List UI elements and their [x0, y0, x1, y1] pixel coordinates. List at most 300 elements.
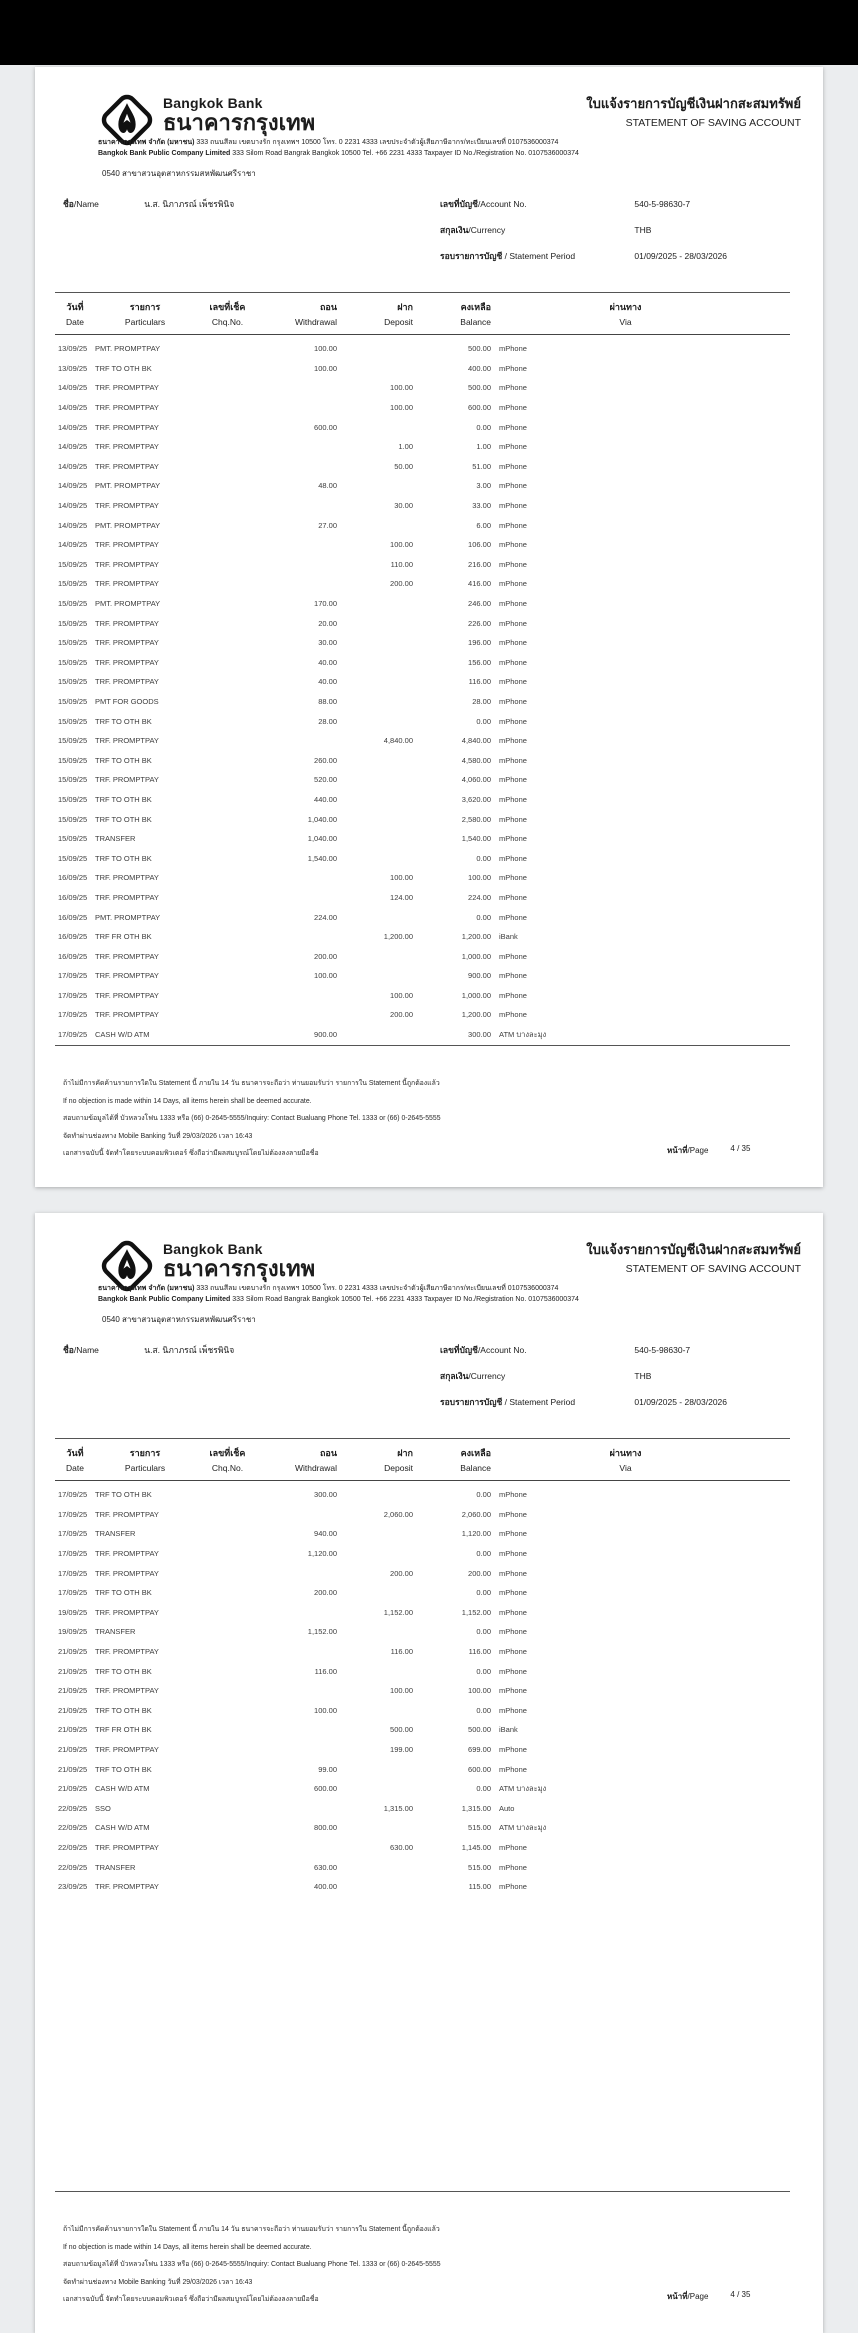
cell-withdrawal: 1,040.00 [307, 814, 337, 824]
cell-via: mPhone [499, 344, 527, 354]
table-top-rule [55, 1438, 790, 1439]
account-no-label: เลขที่บัญชี/Account No. [440, 1345, 527, 1355]
cell-deposit: 110.00 [390, 559, 413, 569]
cell-deposit: 199.00 [390, 1745, 413, 1755]
cell-balance: 28.00 [472, 696, 491, 706]
table-row [55, 1603, 790, 1623]
cell-date: 15/09/25 [58, 716, 88, 726]
statement-title [586, 93, 801, 129]
statement-title-th: ใบแจ้งรายการบัญชีเงินฝากสะสมทรัพย์ [586, 96, 801, 111]
cell-via: mPhone [499, 1764, 527, 1774]
cell-particulars: TRF TO OTH BK [95, 716, 152, 726]
cell-withdrawal: 600.00 [314, 1784, 337, 1794]
cell-via: mPhone [499, 1647, 527, 1657]
cell-withdrawal: 1,540.00 [307, 853, 337, 863]
footer-computer-note: เอกสารฉบับนี้ จัดทำโดยระบบคอมพิวเตอร์ ซึ่งถือว่ามีผลสมบูรณ์โดยไม่ต้องลงลายมือชื่อ [63, 2296, 319, 2304]
cell-particulars: TRF. PROMPTPAY [95, 501, 159, 511]
cell-via: mPhone [499, 1627, 527, 1637]
statement-page [35, 1213, 823, 2333]
table-row [55, 986, 790, 1006]
cell-particulars: TRF. PROMPTPAY [95, 873, 159, 883]
table-row [55, 653, 790, 673]
cell-withdrawal: 440.00 [314, 794, 337, 804]
footer-objection-en: If no objection is made within 14 Days, all items herein shall be deemed accurate. [63, 2243, 312, 2251]
cell-particulars: TRF. PROMPTPAY [95, 1607, 159, 1617]
cell-via: ATM บางละมุง [499, 1029, 547, 1039]
cell-balance: 3,620.00 [461, 794, 491, 804]
table-row [55, 1799, 790, 1819]
cell-via: mPhone [499, 442, 527, 452]
cell-deposit: 124.00 [390, 892, 413, 902]
cell-balance: 246.00 [468, 599, 491, 609]
table-row [55, 711, 790, 731]
col-header-chqno-th: เลขที่เช็ค [209, 1448, 246, 1458]
bank-name-th: ธนาคารกรุงเทพ [163, 1256, 316, 1281]
cell-particulars: TRF. PROMPTPAY [95, 990, 159, 1000]
cell-via: mPhone [499, 1686, 527, 1696]
cell-particulars: TRF TO OTH BK [95, 1588, 152, 1598]
table-row [55, 574, 790, 594]
cell-balance: 33.00 [472, 501, 491, 511]
cell-via: mPhone [499, 1705, 527, 1715]
cell-particulars: TRF TO OTH BK [95, 853, 152, 863]
cell-deposit: 100.00 [390, 873, 413, 883]
cell-balance: 100.00 [468, 1686, 491, 1696]
table-row [55, 535, 790, 555]
cell-withdrawal: 940.00 [314, 1529, 337, 1539]
account-holder-name: น.ส. นิภาภรณ์ เพ็ชรพินิจ [144, 199, 235, 209]
cell-particulars: TRF TO OTH BK [95, 1764, 152, 1774]
cell-date: 14/09/25 [58, 540, 88, 550]
cell-particulars: TRANSFER [95, 834, 136, 844]
table-row [55, 1524, 790, 1544]
cell-deposit: 500.00 [390, 1725, 413, 1735]
table-row [55, 339, 790, 359]
cell-date: 21/09/25 [58, 1725, 88, 1735]
cell-via: mPhone [499, 618, 527, 628]
cell-balance: 2,580.00 [461, 814, 491, 824]
cell-via: mPhone [499, 1568, 527, 1578]
cell-deposit: 2,060.00 [383, 1509, 413, 1519]
cell-via: mPhone [499, 559, 527, 569]
cell-withdrawal: 170.00 [314, 599, 337, 609]
cell-balance: 4,060.00 [461, 775, 491, 785]
col-header-date-th: วันที่ [66, 1448, 84, 1458]
col-header-date-en: Date [66, 317, 84, 327]
cell-date: 15/09/25 [58, 736, 88, 746]
cell-via: mPhone [499, 794, 527, 804]
cell-date: 22/09/25 [58, 1803, 88, 1813]
cell-particulars: CASH W/D ATM [95, 1823, 150, 1833]
cell-balance: 1,120.00 [461, 1529, 491, 1539]
table-row [55, 672, 790, 692]
statement-period-label: รอบรายการบัญชี / Statement Period [440, 251, 576, 261]
table-row [55, 927, 790, 947]
table-header-rule [55, 334, 790, 335]
cell-withdrawal: 116.00 [314, 1666, 337, 1676]
cell-via: mPhone [499, 481, 527, 491]
currency-value: THB [634, 225, 652, 235]
cell-via: mPhone [499, 638, 527, 648]
table-row [55, 1857, 790, 1877]
cell-particulars: PMT. PROMPTPAY [95, 912, 161, 922]
page-number-value: 4 / 35 [730, 1144, 751, 1153]
cell-date: 14/09/25 [58, 422, 88, 432]
cell-date: 15/09/25 [58, 794, 88, 804]
cell-particulars: TRF. PROMPTPAY [95, 422, 159, 432]
cell-withdrawal: 600.00 [314, 422, 337, 432]
account-holder-row [63, 197, 234, 211]
cell-balance: 699.00 [468, 1745, 491, 1755]
cell-particulars: TRF. PROMPTPAY [95, 540, 159, 550]
cell-via: iBank [499, 932, 518, 942]
table-row [55, 437, 790, 457]
account-no-row [440, 197, 690, 211]
cell-balance: 515.00 [468, 1862, 491, 1872]
cell-withdrawal: 1,120.00 [307, 1549, 337, 1559]
table-row [55, 1681, 790, 1701]
cell-withdrawal: 48.00 [318, 481, 337, 491]
table-row [55, 770, 790, 790]
cell-balance: 0.00 [476, 1549, 491, 1559]
cell-date: 17/09/25 [58, 971, 88, 981]
cell-date: 15/09/25 [58, 696, 88, 706]
cell-balance: 600.00 [468, 403, 491, 413]
cell-withdrawal: 630.00 [314, 1862, 337, 1872]
col-header-via-th: ผ่านทาง [609, 1448, 642, 1458]
cell-date: 16/09/25 [58, 873, 88, 883]
statement-period-value: 01/09/2025 - 28/03/2026 [634, 251, 728, 261]
cell-date: 15/09/25 [58, 638, 88, 648]
col-header-particulars-en: Particulars [124, 1463, 166, 1473]
table-row [55, 1779, 790, 1799]
cell-via: mPhone [499, 1490, 527, 1500]
cell-via: mPhone [499, 1862, 527, 1872]
statement-period-label: รอบรายการบัญชี / Statement Period [440, 1397, 576, 1407]
bank-name [163, 1235, 315, 1281]
cell-particulars: TRF TO OTH BK [95, 363, 152, 373]
bank-address [98, 138, 579, 159]
statement-title-th: ใบแจ้งรายการบัญชีเงินฝากสะสมทรัพย์ [586, 1242, 801, 1257]
col-header-date-th: วันที่ [66, 302, 84, 312]
cell-via: mPhone [499, 990, 527, 1000]
statement-footer [63, 2221, 441, 2309]
transaction-rows [55, 1485, 790, 1896]
cell-balance: 0.00 [476, 1588, 491, 1598]
cell-withdrawal: 20.00 [318, 618, 337, 628]
col-header-particulars-en: Particulars [124, 317, 166, 327]
cell-via: mPhone [499, 403, 527, 413]
transaction-rows [55, 339, 790, 1044]
cell-balance: 0.00 [476, 716, 491, 726]
table-header-rule [55, 1480, 790, 1481]
cell-date: 14/09/25 [58, 501, 88, 511]
cell-balance: 200.00 [468, 1568, 491, 1578]
statement-title-en: STATEMENT OF SAVING ACCOUNT [625, 117, 801, 129]
cell-particulars: TRF. PROMPTPAY [95, 461, 159, 471]
footer-objection-th: ถ้าไม่มีการคัดค้านรายการใดใน Statement นี้ ภายใน 14 วัน ธนาคารจะถือว่า ท่านยอมรับว่า รายการใน Statement นี้ถูกต้องแล้ว [63, 1080, 440, 1087]
cell-via: mPhone [499, 501, 527, 511]
cell-date: 15/09/25 [58, 755, 88, 765]
cell-date: 23/09/25 [58, 1882, 88, 1892]
cell-date: 15/09/25 [58, 599, 88, 609]
cell-via: mPhone [499, 1882, 527, 1892]
cell-date: 15/09/25 [58, 657, 88, 667]
col-header-withdrawal-en: Withdrawal [294, 317, 337, 327]
cell-date: 13/09/25 [58, 344, 88, 354]
cell-date: 14/09/25 [58, 520, 88, 530]
cell-balance: 224.00 [468, 892, 491, 902]
cell-balance: 1.00 [476, 442, 491, 452]
cell-via: mPhone [499, 853, 527, 863]
cell-date: 21/09/25 [58, 1666, 88, 1676]
cell-via: mPhone [499, 520, 527, 530]
cell-balance: 156.00 [468, 657, 491, 667]
cell-date: 14/09/25 [58, 442, 88, 452]
cell-particulars: TRF. PROMPTPAY [95, 892, 159, 902]
table-row [55, 496, 790, 516]
cell-balance: 1,152.00 [461, 1607, 491, 1617]
cell-date: 16/09/25 [58, 892, 88, 902]
cell-balance: 416.00 [468, 579, 491, 589]
currency-label: สกุลเงิน/Currency [440, 1371, 506, 1381]
table-bottom-rule [55, 2191, 790, 2192]
cell-date: 16/09/25 [58, 951, 88, 961]
bank-name-th: ธนาคารกรุงเทพ [163, 110, 316, 135]
cell-deposit: 30.00 [394, 501, 413, 511]
account-no-value: 540-5-98630-7 [634, 1345, 691, 1355]
table-row [55, 1544, 790, 1564]
cell-balance: 1,000.00 [461, 951, 491, 961]
table-row [55, 966, 790, 986]
cell-withdrawal: 88.00 [318, 696, 337, 706]
cell-withdrawal: 100.00 [314, 344, 337, 354]
col-header-deposit-en: Deposit [384, 1463, 413, 1473]
table-row [55, 555, 790, 575]
cell-withdrawal: 300.00 [314, 1490, 337, 1500]
cell-date: 15/09/25 [58, 834, 88, 844]
statement-footer [63, 1075, 441, 1163]
cell-date: 15/09/25 [58, 775, 88, 785]
col-header-via-en: Via [619, 1463, 632, 1473]
footer-objection-th: ถ้าไม่มีการคัดค้านรายการใดใน Statement นี้ ภายใน 14 วัน ธนาคารจะถือว่า ท่านยอมรับว่า รายการใน Statement นี้ถูกต้องแล้ว [63, 2226, 440, 2233]
cell-balance: 500.00 [468, 344, 491, 354]
footer-channel: จัดทำผ่านช่องทาง Mobile Banking วันที่ 29/03/2026 เวลา 16:43 [63, 2278, 253, 2286]
cell-via: mPhone [499, 716, 527, 726]
cell-balance: 216.00 [468, 559, 491, 569]
cell-particulars: TRF TO OTH BK [95, 1705, 152, 1715]
table-row [55, 868, 790, 888]
cell-balance: 4,580.00 [461, 755, 491, 765]
cell-balance: 1,145.00 [461, 1842, 491, 1852]
table-header-thai [55, 300, 790, 314]
table-row [55, 1025, 790, 1045]
cell-particulars: CASH W/D ATM [95, 1030, 150, 1040]
table-row [55, 692, 790, 712]
cell-balance: 4,840.00 [461, 736, 491, 746]
cell-date: 22/09/25 [58, 1842, 88, 1852]
cell-date: 13/09/25 [58, 363, 88, 373]
table-row [55, 1583, 790, 1603]
cell-date: 15/09/25 [58, 559, 88, 569]
cell-via: mPhone [499, 892, 527, 902]
cell-particulars: TRF. PROMPTPAY [95, 1647, 159, 1657]
col-header-deposit-en: Deposit [384, 317, 413, 327]
table-header-english [55, 317, 790, 327]
cell-via: mPhone [499, 579, 527, 589]
statement-page [35, 67, 823, 1187]
currency-row [440, 1369, 651, 1383]
cell-date: 15/09/25 [58, 814, 88, 824]
cell-deposit: 1,200.00 [383, 932, 413, 942]
cell-via: mPhone [499, 696, 527, 706]
statement-title [586, 1239, 801, 1275]
cell-balance: 0.00 [476, 853, 491, 863]
cell-balance: 2,060.00 [461, 1509, 491, 1519]
cell-date: 15/09/25 [58, 618, 88, 628]
table-header-english [55, 1463, 790, 1473]
cell-particulars: TRANSFER [95, 1862, 136, 1872]
bank-address-th: ธนาคารกรุงเทพ จำกัด (มหาชน) 333 ถนนสีลม เขตบางรัก กรุงเทพฯ 10500 โทร. 0 2231 4333 เลขประจำตัวผู้เสียภาษีอากร/ทะเบียนเลขที่ 0107536000374 [98, 1285, 559, 1292]
cell-withdrawal: 1,040.00 [307, 834, 337, 844]
table-row [55, 378, 790, 398]
cell-balance: 106.00 [468, 540, 491, 550]
footer-objection-en: If no objection is made within 14 Days, all items herein shall be deemed accurate. [63, 1097, 312, 1105]
cell-particulars: TRF. PROMPTPAY [95, 1882, 159, 1892]
cell-particulars: TRF. PROMPTPAY [95, 1010, 159, 1020]
cell-particulars: TRF. PROMPTPAY [95, 736, 159, 746]
cell-balance: 0.00 [476, 1490, 491, 1500]
cell-date: 16/09/25 [58, 912, 88, 922]
cell-deposit: 4,840.00 [383, 736, 413, 746]
cell-balance: 196.00 [468, 638, 491, 648]
cell-date: 17/09/25 [58, 1509, 88, 1519]
cell-via: mPhone [499, 951, 527, 961]
table-row [55, 907, 790, 927]
cell-via: mPhone [499, 657, 527, 667]
cell-via: iBank [499, 1725, 518, 1735]
cell-particulars: TRF. PROMPTPAY [95, 1686, 159, 1696]
cell-balance: 6.00 [476, 520, 491, 530]
cell-particulars: TRF. PROMPTPAY [95, 1549, 159, 1559]
table-row [55, 1563, 790, 1583]
cell-particulars: CASH W/D ATM [95, 1784, 150, 1794]
statement-period-value: 01/09/2025 - 28/03/2026 [634, 1397, 728, 1407]
bank-address-en: Bangkok Bank Public Company Limited 333 Silom Road Bangrak Bangkok 10500 Tel. +66 2231 4333 Taxpayer ID No./Registration No. 0107536000374 [98, 149, 579, 157]
cell-date: 21/09/25 [58, 1686, 88, 1696]
col-header-particulars-th: รายการ [129, 1448, 161, 1458]
cell-particulars: TRF. PROMPTPAY [95, 1745, 159, 1755]
cell-date: 17/09/25 [58, 1030, 88, 1040]
cell-via: mPhone [499, 363, 527, 373]
bank-name [163, 89, 315, 135]
table-row [55, 1505, 790, 1525]
bank-address-en: Bangkok Bank Public Company Limited 333 Silom Road Bangrak Bangkok 10500 Tel. +66 2231 4333 Taxpayer ID No./Registration No. 0107536000374 [98, 1295, 579, 1303]
cell-balance: 500.00 [468, 383, 491, 393]
cell-withdrawal: 224.00 [314, 912, 337, 922]
cell-date: 21/09/25 [58, 1784, 88, 1794]
cell-date: 14/09/25 [58, 403, 88, 413]
cell-balance: 3.00 [476, 481, 491, 491]
table-row [55, 1622, 790, 1642]
cell-deposit: 200.00 [390, 1010, 413, 1020]
footer-inquiry: สอบถามข้อมูลได้ที่ บัวหลวงโฟน 1333 หรือ (66) 0-2645-5555/Inquiry: Contact Bualuang Phone Tel. 1333 or (66) 0-2645-5555 [63, 2261, 441, 2269]
cell-balance: 0.00 [476, 1705, 491, 1715]
cell-via: mPhone [499, 1529, 527, 1539]
cell-deposit: 200.00 [390, 579, 413, 589]
cell-withdrawal: 1,152.00 [307, 1627, 337, 1637]
currency-row [440, 223, 651, 237]
bank-name-en: Bangkok Bank [163, 1241, 263, 1257]
cell-via: mPhone [499, 1842, 527, 1852]
branch-name: 0540 สาขาสวนอุตสาหกรรมสหพัฒนศรีราชา [102, 1315, 256, 1324]
cell-via: mPhone [499, 755, 527, 765]
cell-balance: 51.00 [472, 461, 491, 471]
cell-particulars: TRF. PROMPTPAY [95, 559, 159, 569]
col-header-balance-en: Balance [460, 1463, 491, 1473]
cell-particulars: TRF. PROMPTPAY [95, 403, 159, 413]
cell-balance: 116.00 [468, 1647, 491, 1657]
cell-deposit: 100.00 [390, 990, 413, 1000]
page-number [667, 1144, 750, 1157]
table-row [55, 790, 790, 810]
cell-via: mPhone [499, 1607, 527, 1617]
cell-date: 21/09/25 [58, 1745, 88, 1755]
table-row [55, 1701, 790, 1721]
cell-deposit: 116.00 [390, 1647, 413, 1657]
table-row [55, 613, 790, 633]
col-header-chqno-th: เลขที่เช็ค [209, 302, 246, 312]
cell-deposit: 1,152.00 [383, 1607, 413, 1617]
cell-date: 17/09/25 [58, 1568, 88, 1578]
cell-particulars: TRF. PROMPTPAY [95, 383, 159, 393]
cell-via: mPhone [499, 677, 527, 687]
cell-particulars: TRF. PROMPTPAY [95, 657, 159, 667]
cell-particulars: TRF TO OTH BK [95, 755, 152, 765]
cell-date: 22/09/25 [58, 1823, 88, 1833]
cell-date: 14/09/25 [58, 481, 88, 491]
page-number-value: 4 / 35 [730, 2290, 751, 2299]
cell-date: 15/09/25 [58, 579, 88, 589]
cell-balance: 0.00 [476, 1784, 491, 1794]
table-row [55, 1818, 790, 1838]
cell-via: mPhone [499, 912, 527, 922]
cell-withdrawal: 27.00 [318, 520, 337, 530]
cell-balance: 1,000.00 [461, 990, 491, 1000]
cell-via: mPhone [499, 814, 527, 824]
cell-withdrawal: 400.00 [314, 1882, 337, 1892]
col-header-deposit-th: ฝาก [397, 1448, 413, 1458]
cell-deposit: 1.00 [398, 442, 413, 452]
cell-balance: 515.00 [468, 1823, 491, 1833]
cell-withdrawal: 260.00 [314, 755, 337, 765]
account-holder-name: น.ส. นิภาภรณ์ เพ็ชรพินิจ [144, 1345, 235, 1355]
cell-date: 15/09/25 [58, 677, 88, 687]
page-number-label: หน้าที่/Page [667, 2292, 709, 2301]
cell-via: mPhone [499, 873, 527, 883]
cell-balance: 1,315.00 [461, 1803, 491, 1813]
branch-name: 0540 สาขาสวนอุตสาหกรรมสหพัฒนศรีราชา [102, 169, 256, 178]
cell-particulars: TRF. PROMPTPAY [95, 579, 159, 589]
cell-date: 17/09/25 [58, 1588, 88, 1598]
cell-withdrawal: 800.00 [314, 1823, 337, 1833]
currency-label: สกุลเงิน/Currency [440, 225, 506, 235]
table-row [55, 829, 790, 849]
footer-channel: จัดทำผ่านช่องทาง Mobile Banking วันที่ 29/03/2026 เวลา 16:43 [63, 1132, 253, 1140]
cell-deposit: 100.00 [390, 540, 413, 550]
cell-date: 14/09/25 [58, 383, 88, 393]
table-row [55, 750, 790, 770]
